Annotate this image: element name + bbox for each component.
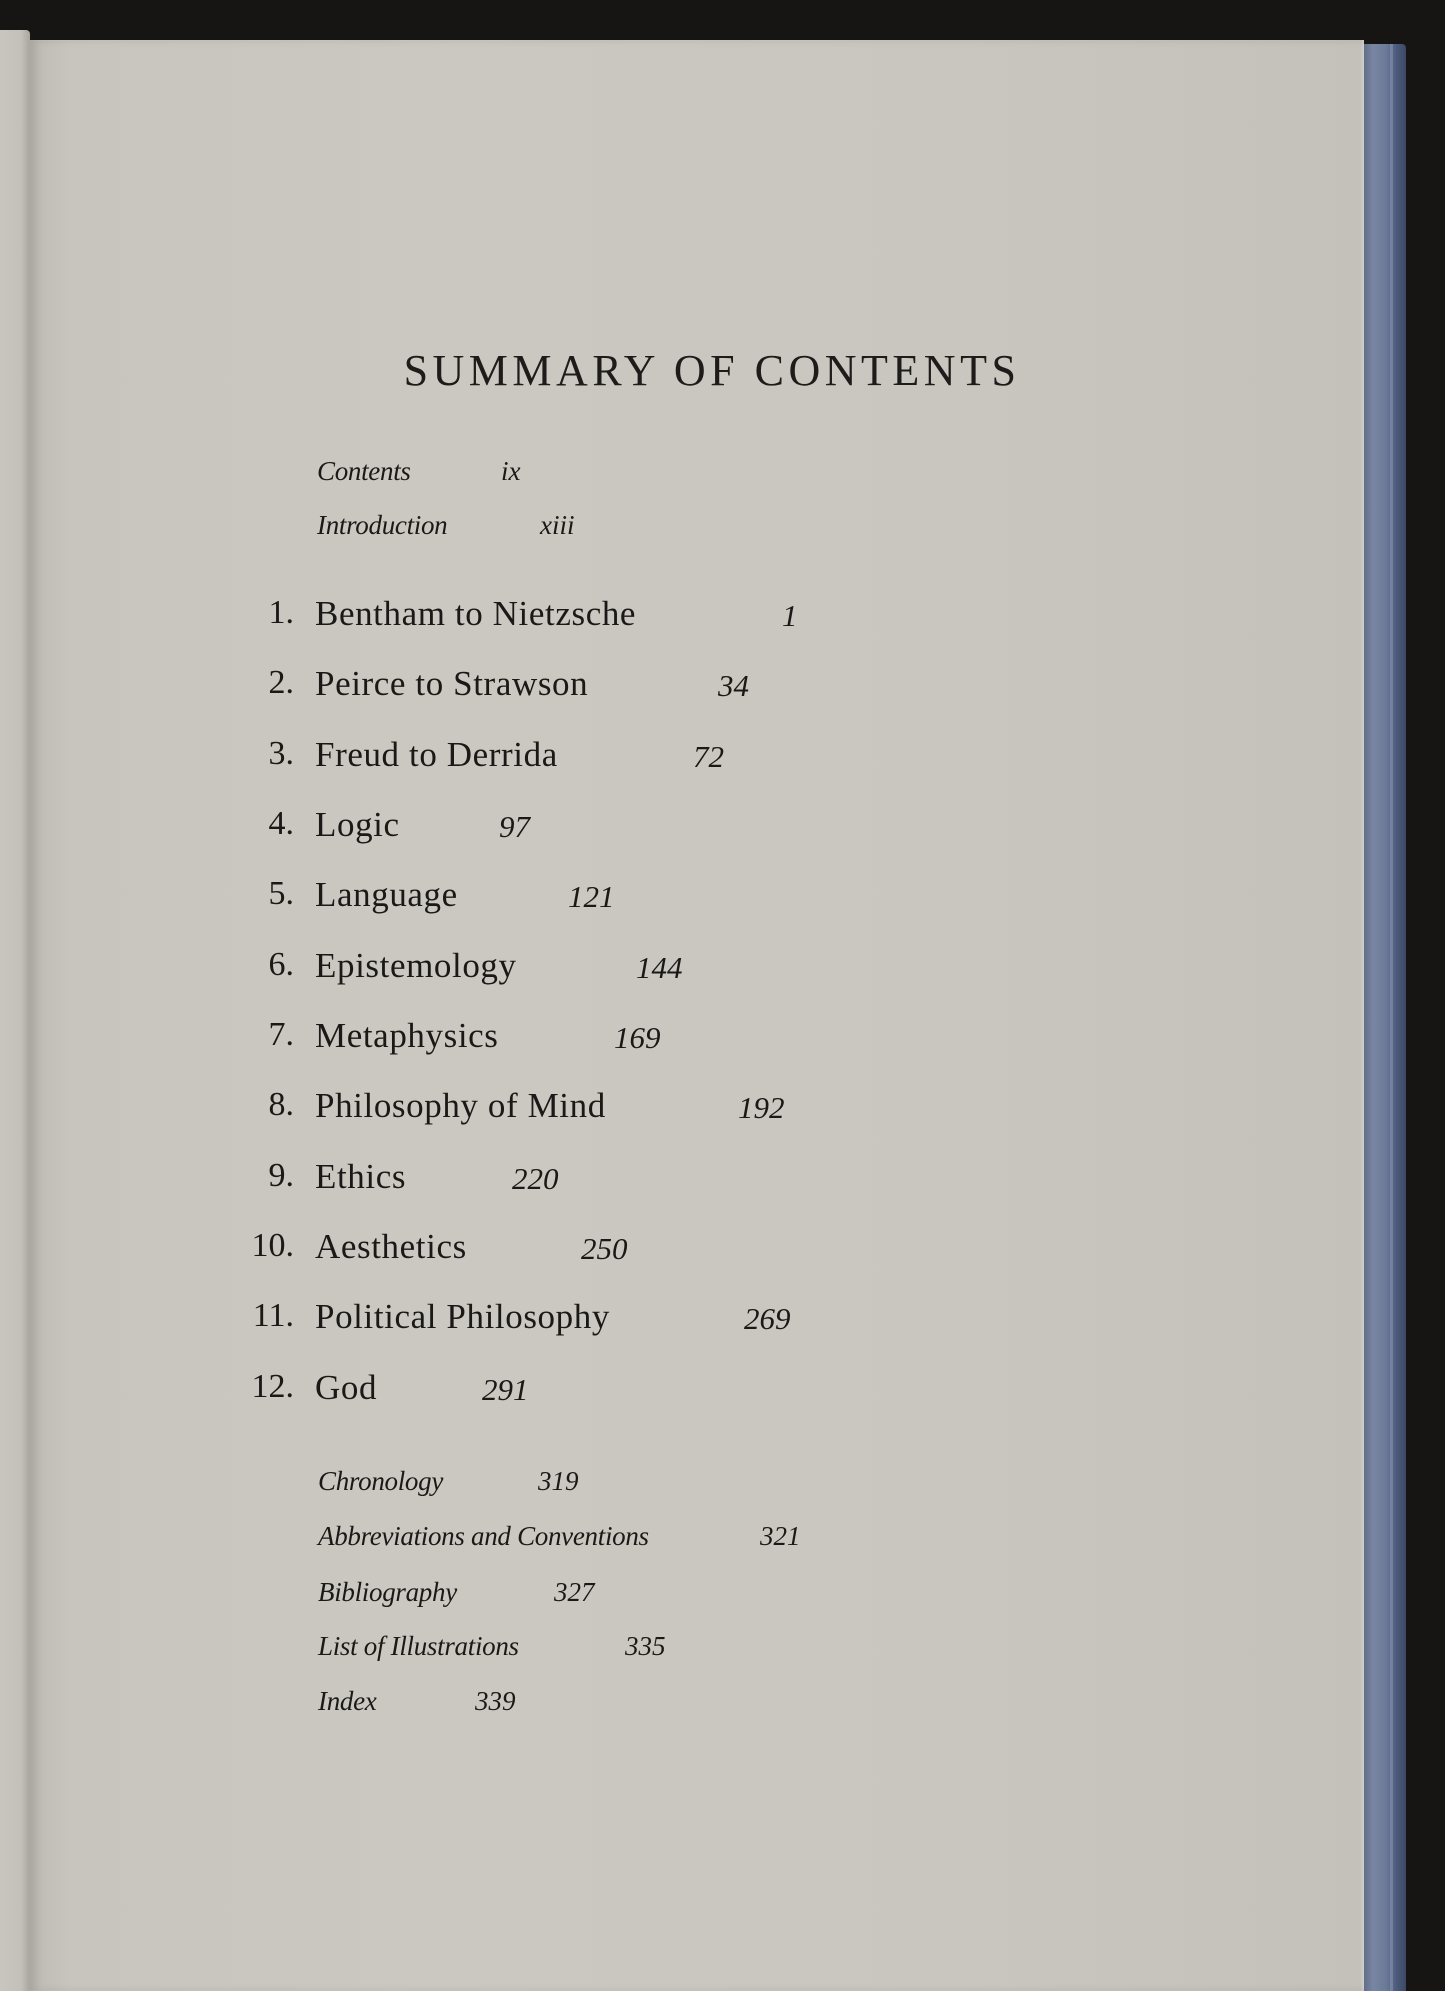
toc-chapter-2[interactable] xyxy=(30,664,1364,708)
toc-chapter-12[interactable] xyxy=(30,1368,1364,1412)
chapter-page: 250 xyxy=(581,1231,628,1266)
chapter-title: Logic xyxy=(315,805,400,844)
toc-chapter-11[interactable] xyxy=(30,1297,1364,1341)
chapter-number: 5. xyxy=(268,875,294,912)
toc-entry-label: List of Illustrations xyxy=(318,1631,519,1661)
chapter-title: Bentham to Nietzsche xyxy=(315,594,637,633)
toc-entry-page: 335 xyxy=(625,1631,666,1661)
toc-entry-index[interactable] xyxy=(318,1686,516,1717)
chapter-number: 6. xyxy=(268,946,294,983)
chapter-number: 2. xyxy=(268,664,294,701)
chapter-page: 144 xyxy=(636,950,683,985)
book-cover-edge xyxy=(1362,44,1406,1991)
page-title: SUMMARY OF CONTENTS xyxy=(403,346,1021,395)
chapter-page: 72 xyxy=(693,739,724,774)
chapter-number: 8. xyxy=(268,1086,294,1123)
chapter-title: Language xyxy=(315,875,458,914)
toc-chapter-4[interactable] xyxy=(30,805,1364,849)
toc-entry-label: Abbreviations and Conventions xyxy=(318,1521,649,1551)
chapter-title: Philosophy of Mind xyxy=(315,1086,606,1125)
chapter-number: 4. xyxy=(268,805,294,842)
toc-entry-page: xiii xyxy=(540,510,575,540)
chapter-page: 169 xyxy=(614,1020,661,1055)
chapter-title: Aesthetics xyxy=(315,1227,467,1266)
chapter-title: Epistemology xyxy=(315,946,517,985)
toc-chapter-10[interactable] xyxy=(30,1227,1364,1271)
chapter-title: Ethics xyxy=(315,1157,407,1196)
toc-chapter-1[interactable] xyxy=(30,594,1364,638)
toc-chapter-3[interactable] xyxy=(30,735,1364,779)
chapter-title: Political Philosophy xyxy=(315,1297,610,1336)
chapter-number: 10. xyxy=(251,1227,294,1264)
toc-chapter-5[interactable] xyxy=(30,875,1364,919)
chapter-number: 3. xyxy=(268,735,294,772)
chapter-number: 9. xyxy=(268,1157,294,1194)
toc-entry-label: Introduction xyxy=(317,510,448,540)
chapter-number: 7. xyxy=(268,1016,294,1053)
toc-entry-page: 321 xyxy=(760,1521,801,1551)
toc-entry-page: ix xyxy=(501,456,521,486)
chapter-page: 121 xyxy=(568,879,615,914)
chapter-title: Metaphysics xyxy=(315,1016,499,1055)
chapter-title: Peirce to Strawson xyxy=(315,664,589,703)
toc-entry-label: Bibliography xyxy=(318,1577,457,1607)
toc-entry-chronology[interactable] xyxy=(318,1466,579,1497)
chapter-number: 1. xyxy=(268,594,294,631)
toc-entry-introduction[interactable] xyxy=(317,510,575,541)
book-page xyxy=(30,40,1364,1991)
chapter-page: 34 xyxy=(718,668,749,703)
toc-chapter-6[interactable] xyxy=(30,946,1364,990)
toc-entry-label: Contents xyxy=(317,456,411,486)
chapter-page: 269 xyxy=(744,1301,791,1336)
chapter-page: 220 xyxy=(512,1161,559,1196)
toc-entry-bibliography[interactable] xyxy=(318,1577,595,1608)
toc-entry-contents[interactable] xyxy=(317,456,521,487)
chapter-page: 192 xyxy=(738,1090,785,1125)
chapter-number: 12. xyxy=(251,1368,294,1405)
toc-entry-page: 339 xyxy=(475,1686,516,1716)
chapter-page: 1 xyxy=(782,598,798,633)
toc-entry-abbreviations[interactable] xyxy=(318,1521,801,1552)
toc-entry-label: Index xyxy=(318,1686,377,1716)
toc-entry-page: 327 xyxy=(554,1577,595,1607)
toc-chapter-8[interactable] xyxy=(30,1086,1364,1130)
chapter-page: 97 xyxy=(499,809,530,844)
toc-entry-page: 319 xyxy=(538,1466,579,1496)
toc-chapter-9[interactable] xyxy=(30,1157,1364,1201)
chapter-title: God xyxy=(315,1368,378,1407)
chapter-page: 291 xyxy=(482,1372,529,1407)
toc-entry-list-of-illustrations[interactable] xyxy=(318,1631,666,1662)
chapter-title: Freud to Derrida xyxy=(315,735,558,774)
chapter-number: 11. xyxy=(252,1297,294,1334)
facing-page-edge xyxy=(0,30,30,1991)
toc-entry-label: Chronology xyxy=(318,1466,443,1496)
toc-chapter-7[interactable] xyxy=(30,1016,1364,1060)
